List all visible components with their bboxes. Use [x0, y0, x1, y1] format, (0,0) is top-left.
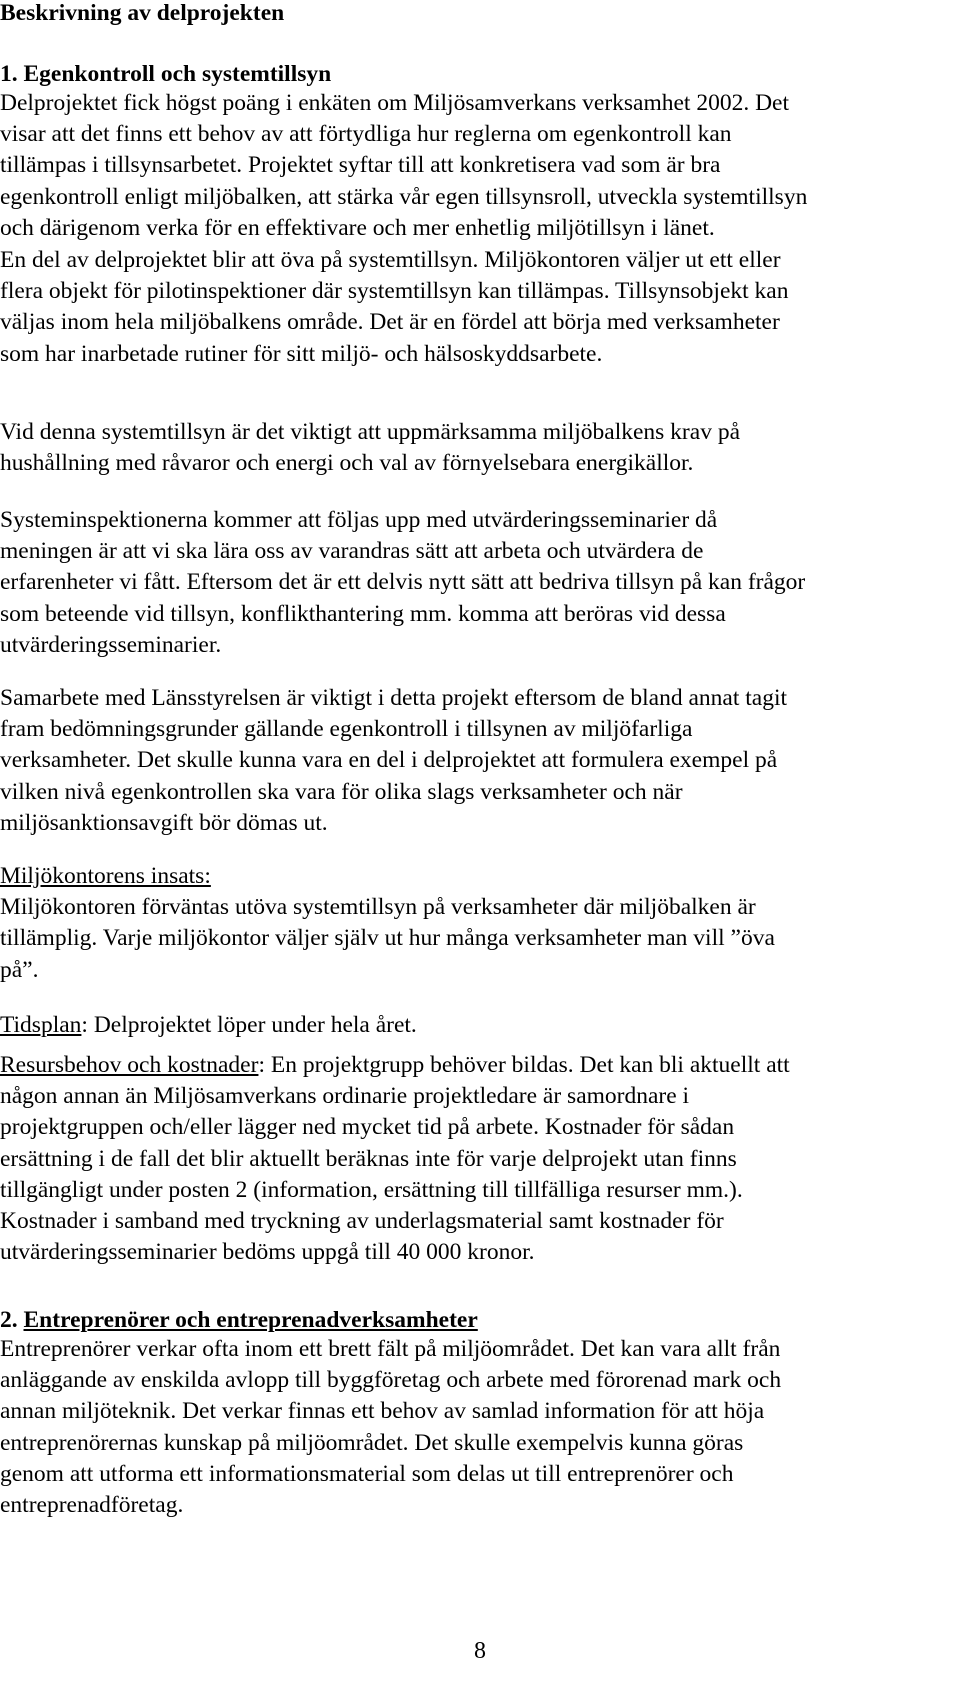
tidsplan-line: Tidsplan: Delprojektet löper under hela året. — [0, 1012, 417, 1038]
resursbehov-block: Resursbehov och kostnader: En projektgrupp behöver bildas. Det kan bli aktuellt att någon annan än Miljösamverkans ordinarie projektledare är samordnare i projektgruppen och/eller lägger ned mycket tid på arbete. Kostnader för sådan ersättning i de fall det blir aktuellt beräknas inte för varje delprojekt utan finns tillgängligt under posten 2 (information, ersättning till tillfälliga resurser mm.). — [0, 1052, 790, 1203]
section-1-title: 1. Egenkontroll och systemtillsyn — [0, 61, 332, 87]
section-1-paragraph-2: En del av delprojektet blir att öva på systemtillsyn. Miljökontoren väljer ut ett eller flera objekt för pilotinspektioner där systemtillsyn kan tillämpas. Tillsynsobjekt kan väljas inom hela miljöbalkens område. Det är en fördel att börja med verksamheter som har inarbetade rutiner för sitt miljö- och hälsoskyddsarbete. — [0, 247, 789, 367]
page-heading: Beskrivning av delprojekten — [0, 0, 285, 26]
section-1-paragraph-5: Samarbete med Länsstyrelsen är viktigt i detta projekt eftersom de bland annat tagit fram bedömningsgrunder gällande egenkontroll i tillsynen av miljöfarliga verksamheter. Det skulle kunna vara en del i delprojektet att formulera exempel på vilken nivå egenkontrollen ska vara för olika slags verksamheter och när miljösanktionsavgift bör dömas ut. — [0, 685, 787, 836]
miljokontorens-insats-block: Miljökontorens insats: Miljökontoren förväntas utöva systemtillsyn på verksamheter där miljöbalken är tillämplig. Varje miljökontor väljer själv ut hur många verksamheter man vill ”öva på”. — [0, 861, 956, 986]
tidsplan-label: Tidsplan — [0, 1012, 82, 1038]
resursbehov-label: Resursbehov och kostnader — [0, 1052, 259, 1078]
section-2-paragraph-1: Entreprenörer verkar ofta inom ett brett fält på miljöområdet. Det kan vara allt från anläggande av enskilda avlopp till byggföretag och arbete med förorenad mark och annan miljöteknik. Det verkar finnas ett behov av samlad information för att höja entreprenörernas kunskap på miljöområdet. Det skulle exempelvis kunna göras genom att utforma ett informationsmaterial som delas ut till entreprenörer och entreprenadföretag. — [0, 1336, 782, 1519]
section-1-paragraph-4: Systeminspektionerna kommer att följas upp med utvärderingsseminarier då meningen är att vi ska lära oss av varandras sätt att arbeta och utvärdera de erfarenheter vi fått. Eftersom det är ett delvis nytt sätt att bedriva tillsyn på kan frågor som beteende vid tillsyn, konflikthantering mm. komma att beröras vid dessa utvärderingsseminarier. — [0, 507, 806, 658]
section-1-paragraph-3: Vid denna systemtillsyn är det viktigt att uppmärksamma miljöbalkens krav på hushållning med råvaror och energi och val av förnyelsebara energikällor. — [0, 419, 740, 477]
kostnader-paragraph: Kostnader i samband med tryckning av underlagsmaterial samt kostnader för utvärderingsseminarier bedöms uppgå till 40 000 kronor. — [0, 1208, 724, 1266]
section-2-title: 2. Entreprenörer och entreprenadverksamheter — [0, 1307, 478, 1333]
page-number: 8 — [474, 1638, 486, 1664]
insats-label: Miljökontorens insats: — [0, 863, 211, 889]
section-1-paragraph-1: Delprojektet fick högst poäng i enkäten om Miljösamverkans verksamhet 2002. Det visar att det finns ett behov av att förtydliga hur reglerna om egenkontroll kan tillämpas i tillsynsarbetet. Projektet syftar till att konkretisera vad som är bra egenkontroll enligt miljöbalken, att stärka vår egen tillsynsroll, utveckla systemtillsyn och därigenom verka för en effektivare och mer enhetlig miljötillsyn i länet. — [0, 90, 808, 241]
